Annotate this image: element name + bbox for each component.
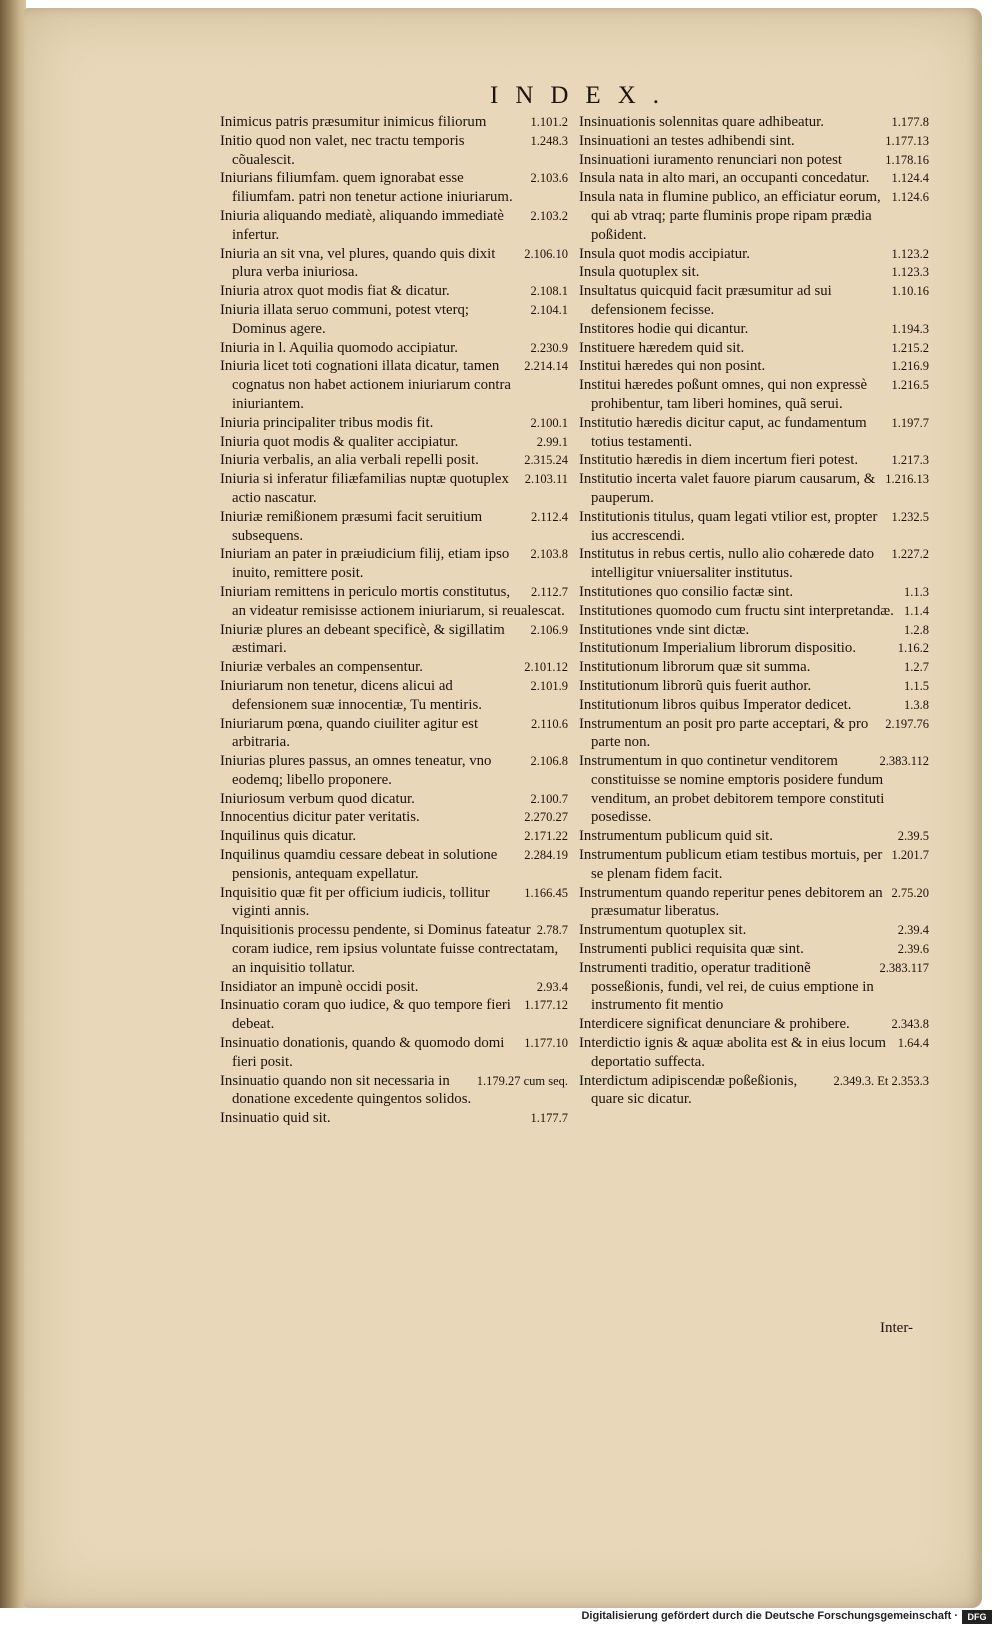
entry-text: Iniurians filiumfam. quem ignorabat esse filiumfam. patri non tenetur actione iniuriarum. [220, 170, 513, 206]
entry-text: Institutio hæredis dicitur caput, ac fundamentum totius testamenti. [579, 414, 867, 450]
entry-reference: 1.194.3 [891, 321, 929, 336]
book-edge [0, 0, 26, 1608]
entry-reference: 1.248.3 [530, 133, 568, 148]
index-entry [579, 132, 929, 151]
entry-reference: 2.108.1 [530, 284, 568, 299]
entry-reference: 2.101.9 [530, 678, 568, 693]
entry-reference: 1.101.2 [530, 115, 568, 129]
index-entry [220, 1072, 568, 1110]
index-entry [579, 846, 929, 884]
entry-text: Iniuria licet toti cognationi illata dicatur, tamen cognatus non habet actionem iniuriarum contra iniuriantem. [220, 358, 511, 412]
entry-text: Insinuatio coram quo iudice, & quo tempore fieri debeat. [220, 997, 511, 1033]
entry-reference: 1.179.27 cum seq. [476, 1073, 568, 1088]
entry-reference: 2.214.14 [524, 359, 568, 374]
entry-reference: 1.2.8 [904, 622, 929, 637]
entry-reference: 1.177.10 [524, 1036, 568, 1051]
index-entry [220, 451, 568, 470]
entry-text: Instrumentum in quo continetur venditorem constituisse se nomine emptoris posidere fundum venditum, an probet debitorem tempore constituti posedisse. [579, 753, 885, 826]
index-entry [579, 677, 929, 696]
entry-text: Iniuria si inferatur filiæfamilias nuptæ quotuplex actio nascatur. [220, 471, 509, 506]
entry-reference: 2.349.3. Et 2.353.3 [833, 1073, 929, 1088]
index-entry [579, 696, 929, 715]
index-entry [579, 113, 929, 132]
index-entry [220, 658, 568, 677]
index-entry [220, 752, 568, 790]
entry-text: Institutionum librorum quæ sit summa. [579, 659, 811, 676]
entry-reference: 2.106.10 [524, 246, 568, 261]
entry-reference: 2.103.11 [524, 472, 568, 487]
entry-text: Iniuria aliquando mediatè, aliquando immediatè infertur. [220, 207, 504, 243]
entry-reference: 2.103.6 [530, 171, 568, 186]
index-entry [220, 207, 568, 245]
entry-text: Institutio incerta valet fauore piarum causarum, & pauperum. [579, 471, 876, 506]
entry-reference: 1.177.8 [891, 115, 929, 129]
entry-reference: 1.232.5 [891, 509, 929, 524]
entry-text: Iniuria quot modis & qualiter accipiatur. [220, 433, 459, 450]
entry-reference: 1.1.4 [904, 603, 929, 618]
entry-reference: 1.215.2 [891, 340, 929, 355]
entry-reference: 1.216.9 [891, 359, 929, 374]
entry-reference: 1.217.3 [891, 453, 929, 468]
index-entry [579, 621, 929, 640]
entry-text: Iniuria in l. Aquilia quomodo accipiatur. [220, 339, 458, 356]
index-entry [220, 414, 568, 433]
index-entry [220, 282, 568, 301]
index-entry [220, 301, 568, 339]
index-entry [220, 245, 568, 283]
entry-reference: 2.315.24 [524, 453, 568, 468]
entry-reference: 1.216.13 [885, 472, 929, 487]
footer-credit: Digitalisierung gefördert durch die Deutsche Forschungsgemeinschaft · [581, 1610, 958, 1622]
index-entry [579, 414, 929, 452]
entry-reference: 1.216.5 [891, 378, 929, 393]
index-entry [579, 959, 929, 1015]
entry-text: Iniuriæ remißionem præsumi facit seruitium subsequens. [220, 508, 483, 544]
entry-reference: 1.64.4 [897, 1036, 929, 1051]
index-entry [579, 508, 929, 546]
entry-reference: 2.39.6 [897, 942, 929, 957]
entry-text: Insidiator an impunè occidi posit. [220, 978, 419, 995]
entry-text: Innocentius dicitur pater veritatis. [220, 809, 420, 826]
catchword: Inter- [880, 1320, 914, 1336]
entry-reference: 1.3.8 [904, 697, 929, 712]
entry-text: Interdictio ignis & aquæ abolita est & in eius locum deportatio suffecta. [579, 1035, 886, 1070]
entry-text: Institutionis titulus, quam legati vtilior est, propter ius accrescendi. [579, 508, 878, 544]
entry-reference: 2.112.4 [530, 509, 568, 524]
index-entry [579, 151, 929, 170]
entry-text: Institutionum librorũ quis fuerit author. [579, 677, 812, 694]
index-entry [220, 339, 568, 358]
entry-reference: 1.201.7 [891, 848, 929, 863]
entry-text: Iniurias plures passus, an omnes teneatur, vno eodemq; libello proponere. [220, 753, 492, 788]
dfg-logo: DFG [962, 1610, 992, 1624]
entry-reference: 1.1.5 [904, 678, 929, 693]
entry-text: Instrumentum quando reperitur penes debitorem an præsumatur liberatus. [579, 884, 883, 920]
entry-reference: 1.177.13 [885, 133, 929, 148]
index-entry [579, 827, 929, 846]
entry-reference: 2.101.12 [524, 660, 568, 675]
entry-reference: 2.197.76 [885, 716, 929, 731]
entry-text: Institutiones quo consilio factæ sint. [579, 583, 794, 600]
index-entry [579, 451, 929, 470]
index-entry [579, 320, 929, 339]
entry-reference: 2.106.8 [530, 754, 568, 769]
entry-reference: 2.343.8 [891, 1017, 929, 1032]
entry-text: Insinuatio donationis, quando & quomodo domi fieri posit. [220, 1035, 505, 1070]
entry-reference: 2.112.7 [530, 584, 568, 599]
entry-text: Institutionum Imperialium librorum dispositio. [579, 640, 857, 657]
index-entry [579, 1015, 929, 1034]
entry-reference: 1.177.12 [524, 998, 568, 1013]
index-entry [579, 169, 929, 188]
entry-text: Interdictum adipiscendæ poßeßionis, quare sic dicatur. [579, 1072, 798, 1108]
entry-text: Institutiones quomodo cum fructu sint interpretandæ. [579, 602, 894, 619]
index-entry [579, 715, 929, 753]
entry-text: Iniuriam remittens in periculo mortis constitutus, an videatur remisisse actionem iniuriarum, si reualescat. [220, 583, 565, 619]
entry-text: Instrumentum quotuplex sit. [579, 922, 747, 939]
index-entry [220, 1109, 568, 1128]
entry-reference: 1.166.45 [524, 885, 568, 900]
entry-reference: 2.100.7 [530, 791, 568, 806]
entry-reference: 1.123.2 [891, 246, 929, 261]
entry-text: Insinuationis solennitas quare adhibeatur. [579, 114, 824, 130]
entry-reference: 2.93.4 [536, 979, 568, 994]
index-entry [220, 827, 568, 846]
entry-reference: 1.1.3 [904, 584, 929, 599]
entry-text: Iniuria illata seruo communi, potest vterq; Dominus agere. [220, 301, 470, 337]
entry-text: Institutionum libros quibus Imperator dedicet. [579, 696, 852, 713]
entry-text: Instituere hæredem quid sit. [579, 339, 745, 356]
entry-text: Insula nata in flumine publico, an efficiatur eorum, qui ab vtraq; parte fluminis prope ripam prædia poßident. [579, 189, 881, 243]
entry-text: Institutiones vnde sint dictæ. [579, 621, 750, 638]
entry-text: Iniuriarum pœna, quando ciuiliter agitur est arbitraria. [220, 715, 479, 751]
index-entry [579, 470, 929, 508]
entry-text: Insinuatio quid sit. [220, 1110, 331, 1127]
entry-text: Iniuriæ verbales an compensentur. [220, 659, 423, 676]
index-entry [579, 263, 929, 282]
entry-text: Inimicus patris præsumitur inimicus filiorum [220, 114, 487, 130]
entry-text: Inquisitionis processu pendente, si Dominus fateatur coram iudice, rem ipsius voluntate fuisse contrectatam, an inquisitio tollatur. [220, 922, 559, 976]
entry-text: Institui hæredes poßunt omnes, qui non expressè prohibentur, tam liberi homines, quã serui. [579, 377, 868, 412]
entry-reference: 1.123.3 [891, 265, 929, 280]
index-entry [220, 996, 568, 1034]
index-entry [220, 508, 568, 546]
entry-text: Instrumentum publicum etiam testibus mortuis, per se plenam fidem facit. [579, 847, 883, 882]
index-column-left [220, 113, 568, 1128]
entry-text: Instrumenti traditio, operatur traditionẽ posseßionis, fundi, vel rei, de cuius emptione in instrumento fit mentio [579, 959, 874, 1014]
entry-reference: 2.284.19 [524, 848, 568, 863]
entry-reference: 2.383.112 [879, 754, 929, 769]
entry-text: Inquilinus quamdiu cessare debeat in solutione pensionis, antequam expellatur. [220, 847, 498, 882]
entry-reference: 1.177.7 [530, 1111, 568, 1126]
entry-reference: 1.16.2 [897, 641, 929, 656]
entry-reference: 1.227.2 [891, 547, 929, 562]
entry-reference: 1.178.16 [885, 152, 929, 167]
entry-reference: 2.39.4 [897, 923, 929, 938]
index-entry [579, 376, 929, 414]
index-entry [220, 132, 568, 170]
index-entry [579, 602, 929, 621]
entry-reference: 1.124.4 [891, 171, 929, 186]
index-entry [220, 1034, 568, 1072]
entry-reference: 2.106.9 [530, 622, 568, 637]
index-entry [220, 113, 568, 132]
index-entry [220, 715, 568, 753]
running-head: INDEX. [490, 82, 677, 109]
entry-reference: 2.78.7 [536, 923, 568, 938]
entry-text: Insinuatio quando non sit necessaria in donatione excedente quingentos solidos. [220, 1072, 472, 1108]
index-entry [220, 921, 568, 977]
index-entry [220, 978, 568, 997]
index-entry [579, 545, 929, 583]
entry-reference: 2.75.20 [891, 885, 929, 900]
index-entry [579, 639, 929, 658]
entry-text: Institutus in rebus certis, nullo alio cohærede dato intelligitur vniuersaliter institutus. [579, 546, 875, 582]
index-entry [220, 169, 568, 207]
entry-reference: 2.171.22 [524, 829, 568, 844]
entry-text: Instrumentum an posit pro parte acceptari, & pro parte non. [579, 715, 869, 751]
entry-text: Insinuationi iuramento renunciari non potest [579, 151, 842, 168]
entry-text: Insultatus quicquid facit præsumitur ad sui defensionem fecisse. [579, 283, 832, 318]
entry-reference: 1.10.16 [891, 284, 929, 299]
footer-bar [0, 1608, 1000, 1628]
entry-reference: 2.110.6 [530, 716, 568, 731]
index-entry [579, 282, 929, 320]
entry-reference: 2.383.117 [879, 960, 929, 975]
entry-text: Iniuriæ plures an debeant specificè, & sigillatim æstimari. [220, 621, 505, 657]
entry-reference: 1.197.7 [891, 415, 929, 430]
index-entry [579, 1034, 929, 1072]
index-column-right [579, 113, 929, 1109]
entry-reference: 2.230.9 [530, 340, 568, 355]
index-entry [579, 583, 929, 602]
index-entry [579, 940, 929, 959]
entry-text: Insula nata in alto mari, an occupanti concedatur. [579, 170, 870, 187]
entry-reference: 2.99.1 [536, 434, 568, 449]
index-entry [220, 357, 568, 413]
index-entry [220, 621, 568, 659]
entry-text: Iniuria verbalis, an alia verbali repelli posit. [220, 452, 479, 469]
index-entry [220, 583, 568, 621]
entry-reference: 2.270.27 [524, 810, 568, 825]
entry-text: Instrumenti publici requisita quæ sint. [579, 941, 804, 958]
index-entry [220, 846, 568, 884]
entry-reference: 2.104.1 [530, 302, 568, 317]
index-entry [579, 245, 929, 264]
index-entry [579, 752, 929, 827]
entry-text: Inquisitio quæ fit per officium iudicis, tollitur viginti annis. [220, 884, 490, 920]
entry-reference: 1.124.6 [891, 190, 929, 205]
entry-text: Insinuationi an testes adhibendi sint. [579, 132, 795, 149]
entry-text: Iniuriosum verbum quod dicatur. [220, 790, 415, 807]
index-entry [220, 790, 568, 809]
entry-text: Iniuria principaliter tribus modis fit. [220, 414, 434, 431]
entry-text: Institui hæredes qui non posint. [579, 358, 766, 375]
entry-reference: 2.103.2 [530, 208, 568, 223]
index-entry [579, 658, 929, 677]
entry-reference: 1.2.7 [904, 660, 929, 675]
entry-text: Interdicere significat denunciare & prohibere. [579, 1016, 850, 1033]
entry-text: Iniuriam an pater in præiudicium filij, etiam ipso inuito, remittere posit. [220, 546, 510, 582]
entry-text: Instrumentum publicum quid sit. [579, 828, 773, 845]
index-entry [220, 545, 568, 583]
index-entry [579, 339, 929, 358]
entry-text: Insula quotuplex sit. [579, 264, 700, 281]
index-entry [579, 921, 929, 940]
entry-text: Insula quot modis accipiatur. [579, 245, 750, 262]
entry-text: Iniuriarum non tenetur, dicens alicui ad defensionem suæ innocentiæ, Tu mentiris. [220, 677, 482, 713]
index-entry [579, 357, 929, 376]
index-entry [579, 884, 929, 922]
index-entry [579, 188, 929, 244]
index-entry [220, 433, 568, 452]
index-entry [220, 884, 568, 922]
index-entry [220, 808, 568, 827]
entry-text: Inquilinus quis dicatur. [220, 828, 357, 845]
entry-text: Initio quod non valet, nec tractu temporis cõualescit. [220, 132, 465, 168]
entry-text: Iniuria atrox quot modis fiat & dicatur. [220, 283, 450, 300]
entry-reference: 2.39.5 [897, 829, 929, 844]
entry-text: Iniuria an sit vna, vel plures, quando quis dixit plura verba iniuriosa. [220, 245, 496, 281]
entry-text: Institores hodie qui dicantur. [579, 320, 749, 337]
index-entry [220, 677, 568, 715]
entry-reference: 2.100.1 [530, 415, 568, 430]
index-entry [220, 470, 568, 508]
entry-reference: 2.103.8 [530, 547, 568, 562]
index-entry [579, 1072, 929, 1110]
entry-text: Institutio hæredis in diem incertum fieri potest. [579, 452, 859, 469]
